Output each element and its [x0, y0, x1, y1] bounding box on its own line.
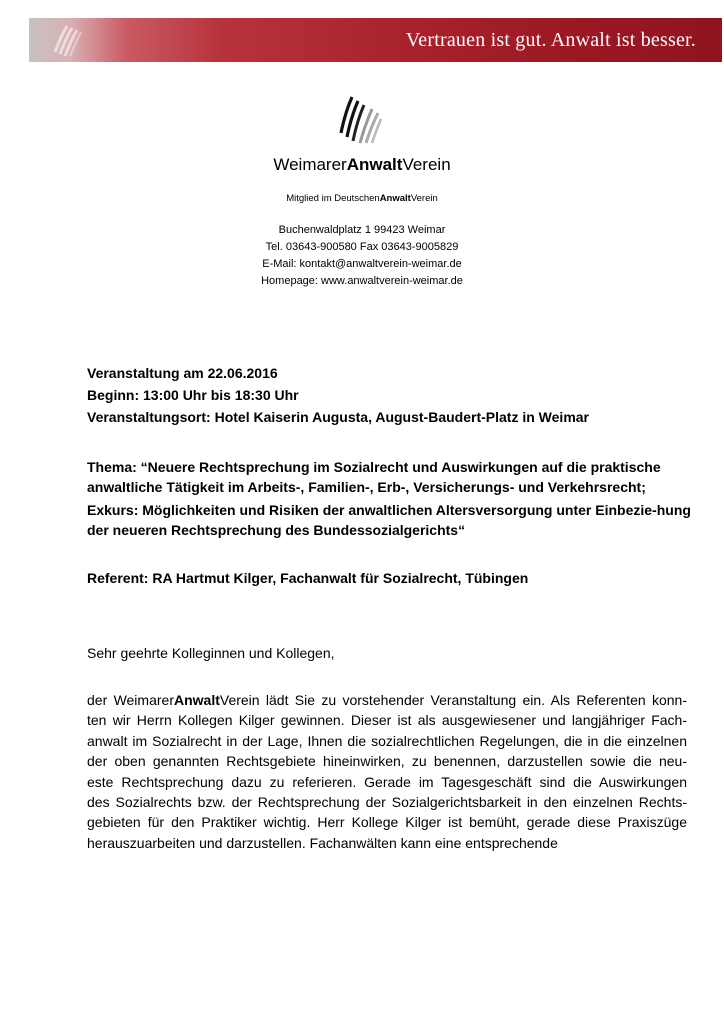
- body-line: ten wir Herrn Kollegen Kilger gewinnen. Dieser ist als ausgewiesener und langjähriger Fach-: [87, 712, 687, 729]
- body-line: der oben genannten Rechtsgebiete hineinwirken, zu benennen, darzustellen sowie die neu-: [87, 753, 687, 770]
- body-line1-prefix: der Weimarer: [87, 692, 174, 708]
- address-line: Buchenwaldplatz 1 99423 Weimar: [278, 224, 446, 236]
- org-name: [0, 155, 724, 175]
- body-line: anwalt im Sozialrecht in der Lage, Ihnen die sozialrechtlichen Regelungen, die in die einzelnen: [87, 732, 687, 749]
- email-line: E-Mail: kontakt@anwaltverein-weimar.de: [262, 258, 462, 270]
- body-line: herauszuarbeiten und darzustellen. Fachanwälten kann eine entsprechende: [87, 834, 558, 851]
- body-line: [87, 690, 687, 710]
- member-suffix: Verein: [410, 193, 438, 204]
- event-venue: Veranstaltungsort: Hotel Kaiserin Augusta, August-Baudert-Platz in Weimar: [87, 409, 589, 425]
- topic-thema: Thema: “Neuere Rechtsprechung im Sozialrecht und Auswirkungen auf die praktische anwaltliche Tätigkeit im Arbeits-, Familien-, Erb-, Versicherungs- und Verkehrsrecht;: [87, 459, 661, 495]
- event-speaker: Referent: RA Hartmut Kilger, Fachanwalt für Sozialrecht, Tübingen: [87, 570, 529, 586]
- body-line1-bold: Anwalt: [173, 692, 220, 708]
- org-name-part3: Verein: [402, 155, 451, 174]
- member-bold: Anwalt: [379, 193, 411, 204]
- event-date: Veranstaltung am 22.06.2016: [87, 365, 278, 381]
- phone-line: Tel. 03643-900580 Fax 03643-9005829: [265, 241, 459, 253]
- event-topic: [87, 458, 692, 544]
- banner-slogan: Vertrauen ist gut. Anwalt ist besser.: [405, 29, 696, 51]
- salutation: Sehr geehrte Kolleginnen und Kollegen,: [87, 645, 335, 661]
- body-line: des Sozialrechts bzw. der Rechtsprechung der Sozialgerichtsbarkeit in den einzelnen Rechts-: [87, 794, 687, 811]
- org-name-part2: Anwalt: [346, 155, 403, 174]
- membership-line: [0, 193, 724, 204]
- topic-exkurs: Exkurs: Möglichkeiten und Risiken der anwaltlichen Altersversorgung unter Einbezie-hung der neueren Rechtsprechung des Bundessozialgerichts“: [87, 502, 691, 538]
- member-prefix: Mitglied im Deutschen: [286, 193, 380, 204]
- body-line: gebieten für den Praktiker wichtig. Herr Kollege Kilger ist bemüht, gerade diese Praxiszüge: [87, 814, 687, 831]
- anwaltverein-logo-icon: [338, 93, 382, 145]
- banner-logo-icon: [51, 22, 85, 58]
- homepage-line: Homepage: www.anwaltverein-weimar.de: [261, 275, 463, 287]
- body-line1-suffix: Verein lädt Sie zu vorstehender Veranstaltung ein. Als Referenten konn-: [219, 692, 687, 708]
- event-time: Beginn: 13:00 Uhr bis 18:30 Uhr: [87, 387, 299, 403]
- contact-block: [0, 222, 724, 290]
- event-details: [87, 362, 687, 428]
- body-line: este Rechtsprechung dazu zu referieren. Gerade im Tagesgeschäft sind die Auswirkungen: [87, 773, 687, 790]
- letter-body: [87, 690, 687, 853]
- org-name-part1: Weimarer: [273, 155, 347, 174]
- header-banner: [29, 18, 722, 62]
